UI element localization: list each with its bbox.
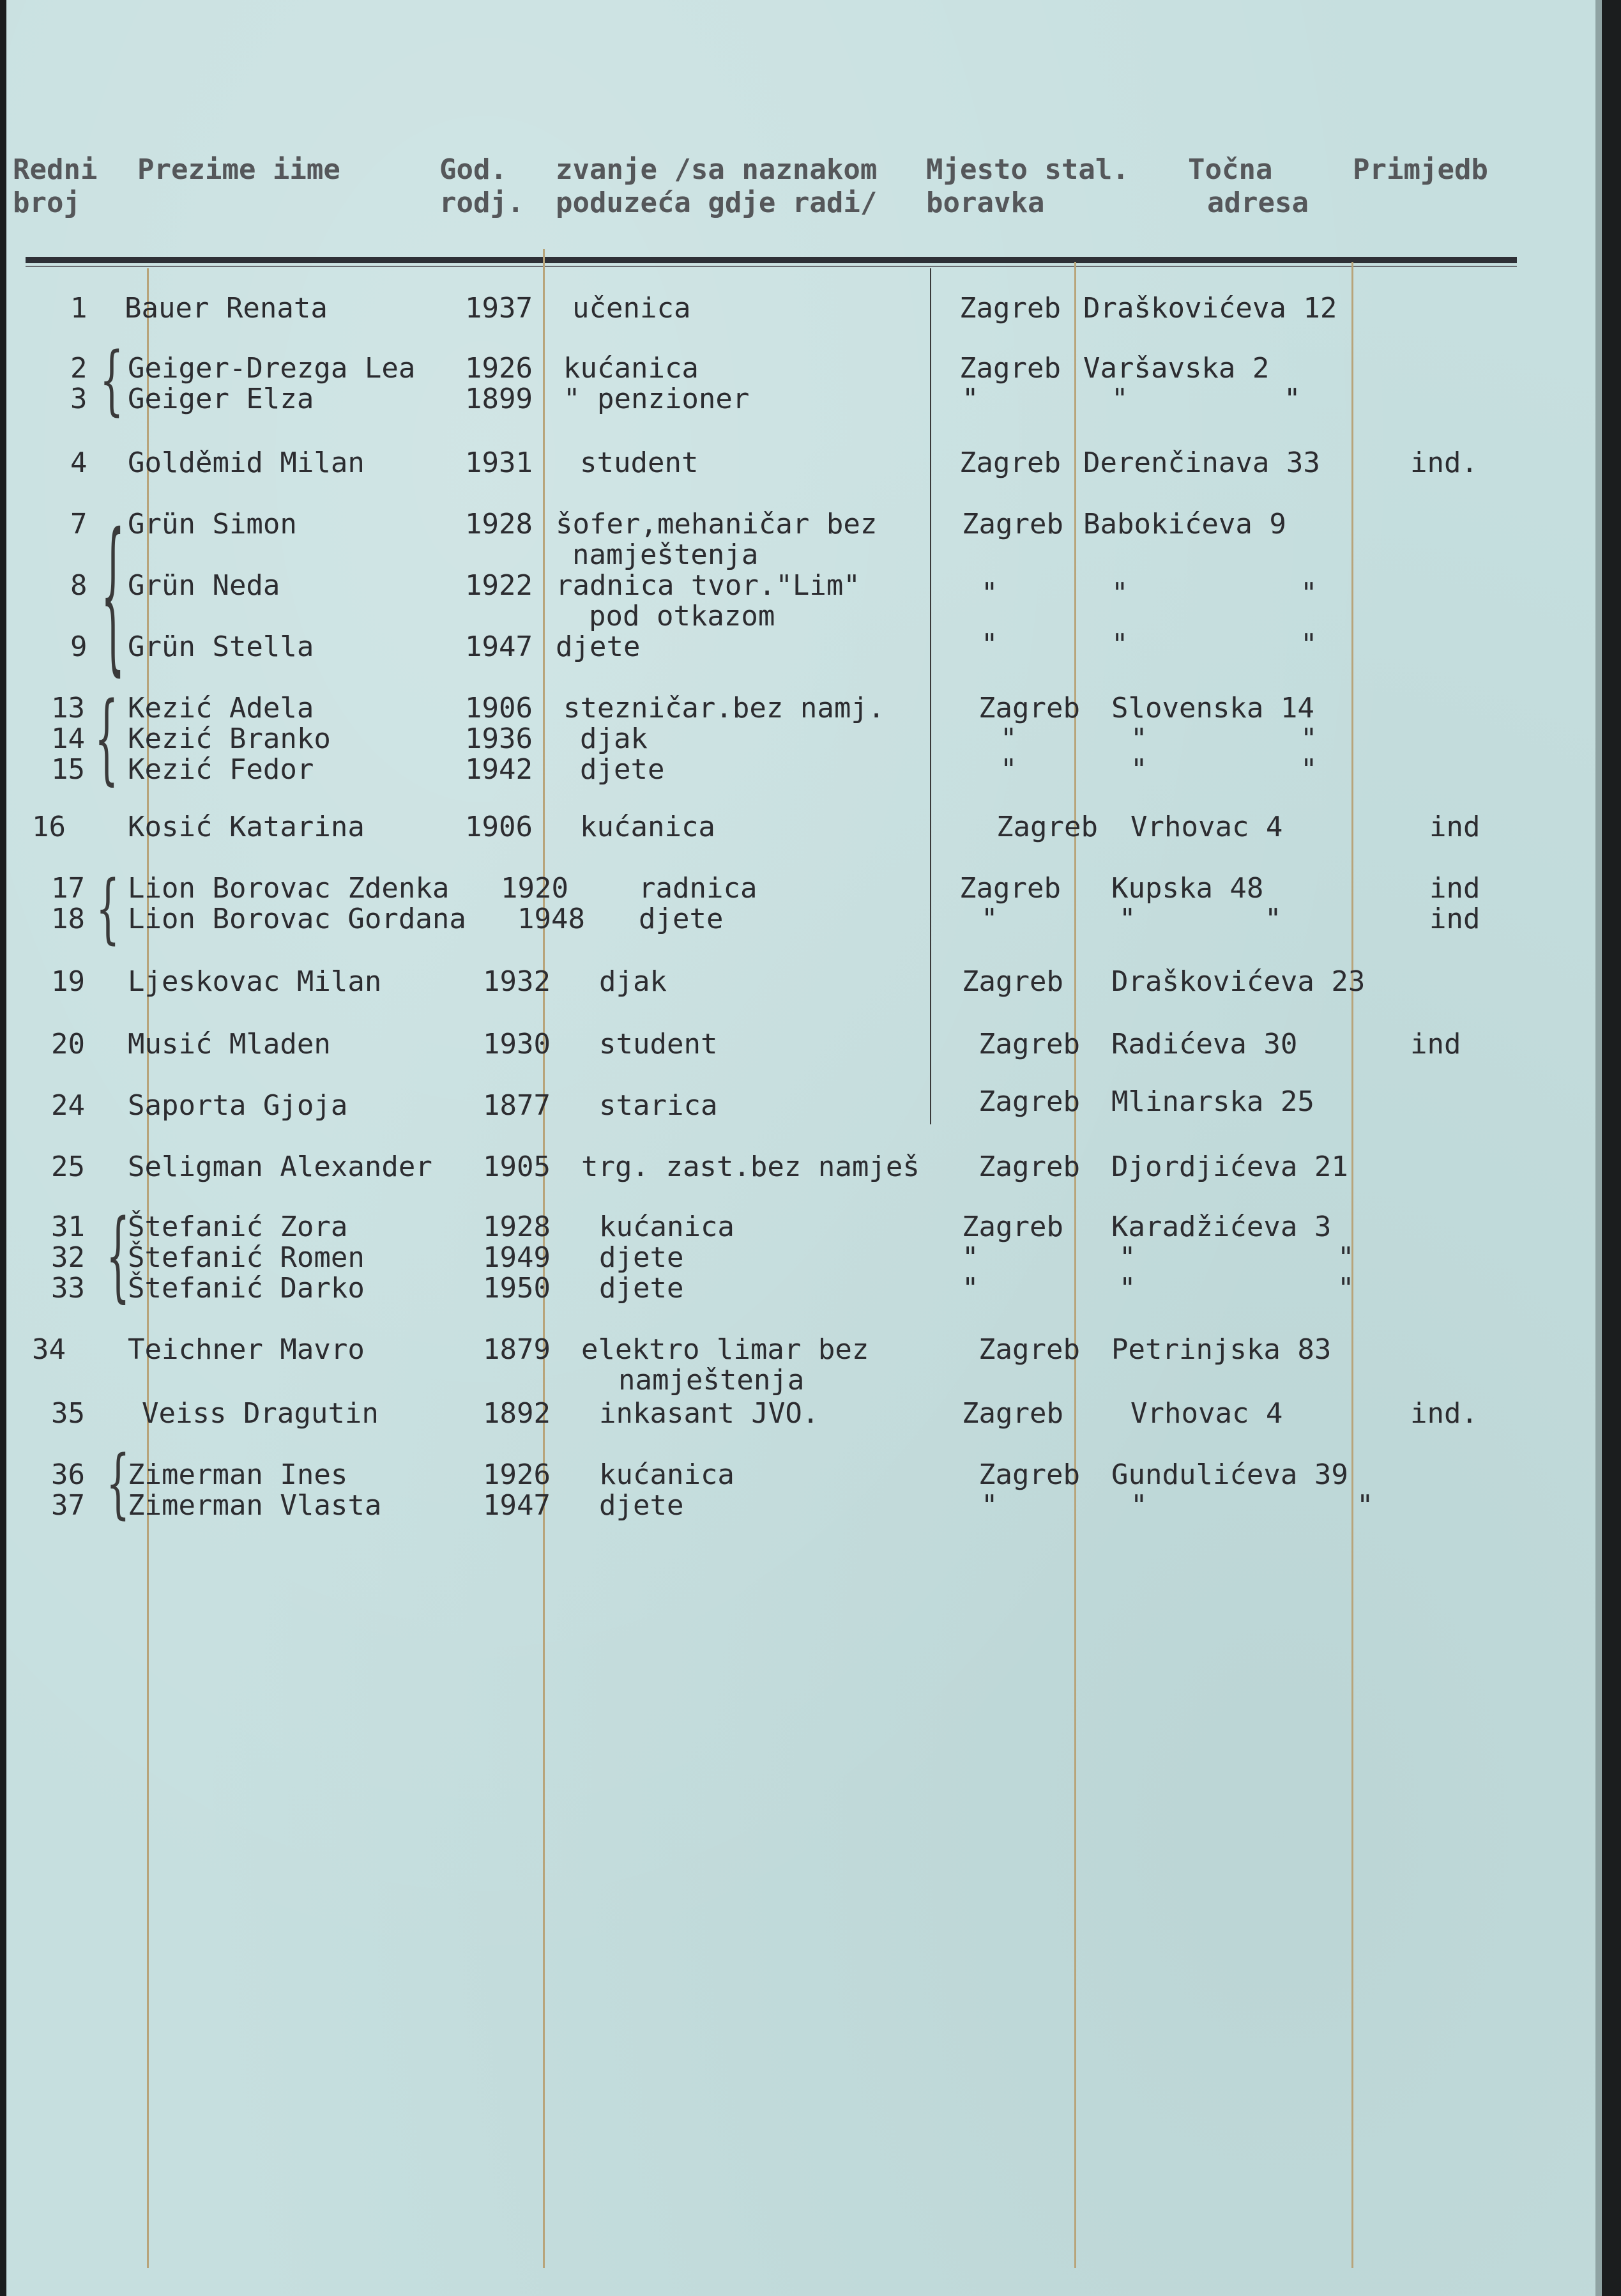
row-name: Musić Mladen [128, 1028, 331, 1060]
row-year: 1936 [465, 723, 533, 755]
row-city: " [962, 383, 979, 415]
row-city: Zagreb [959, 872, 1061, 905]
row-address: Karadžićeva 3 [1111, 1211, 1332, 1243]
header-tocna: Točna [1188, 153, 1273, 186]
row-occupation: kućanica [599, 1458, 734, 1491]
row-city: " [981, 903, 998, 935]
row-number: 13 [51, 692, 85, 724]
column-line-city [1074, 262, 1076, 2268]
row-city: Zagreb [959, 292, 1061, 325]
row-number: 3 [70, 383, 88, 415]
row-address: Draškovićeva 23 [1111, 965, 1366, 998]
row-year: 1931 [465, 447, 533, 479]
row-occupation: djak [580, 723, 648, 755]
row-number: 37 [51, 1489, 85, 1522]
row-year: 1905 [483, 1151, 551, 1183]
row-occupation: djete [599, 1489, 684, 1522]
row-address-ditto: " [1300, 753, 1318, 786]
row-address: Djordjićeva 21 [1111, 1151, 1348, 1183]
row-year: 1950 [483, 1272, 551, 1305]
row-occupation: student [599, 1028, 718, 1060]
row-number: 15 [51, 753, 85, 786]
row-occupation: stezničar.bez namj. [563, 692, 885, 724]
row-year: 1892 [483, 1397, 551, 1430]
document-sheet [6, 0, 1597, 2296]
row-address: " [1130, 723, 1148, 755]
row-occupation: djete [599, 1241, 684, 1274]
row-name: Veiss Dragutin [142, 1397, 379, 1430]
header-rodj: rodj. [439, 187, 524, 219]
row-occupation: student [580, 447, 699, 479]
row-address: " [1119, 1272, 1136, 1305]
row-number: 32 [51, 1241, 85, 1274]
row-year: 1906 [465, 811, 533, 843]
row-address: " [1111, 383, 1129, 415]
row-city: " [981, 577, 998, 609]
row-address: Gundulićeva 39 [1111, 1458, 1348, 1491]
row-occupation: trg. zast.bez namješ [581, 1151, 920, 1183]
header-zvanje: zvanje /sa naznakom [556, 153, 878, 186]
row-city: " [981, 1489, 998, 1522]
row-city: " [962, 1272, 979, 1305]
row-year: 1920 [501, 872, 568, 905]
row-occupation: djete [580, 753, 665, 786]
row-note: ind. [1410, 1397, 1478, 1430]
row-city: Zagreb [978, 1085, 1080, 1118]
row-name: Seligman Alexander [128, 1151, 432, 1183]
row-address: Slovenska 14 [1111, 692, 1314, 724]
row-name: Zimerman Vlasta [128, 1489, 382, 1522]
header-adresa: adresa [1207, 187, 1309, 219]
row-city: " [962, 1241, 979, 1274]
row-address-ditto: " [1300, 628, 1318, 661]
row-city: Zagreb [962, 1397, 1063, 1430]
row-number: 18 [51, 903, 85, 935]
row-occupation: šofer,mehaničar bez [556, 508, 878, 540]
row-year: 1899 [465, 383, 533, 415]
row-occupation: inkasant JVO. [599, 1397, 819, 1430]
row-name: Štefanić Darko [128, 1272, 365, 1305]
row-city: Zagreb [962, 1211, 1063, 1243]
row-note: ind [1429, 903, 1480, 935]
row-occupation: učenica [572, 292, 691, 325]
row-city: Zagreb [996, 811, 1098, 843]
header-rule-thin [26, 266, 1517, 267]
row-year: 1906 [465, 692, 533, 724]
row-name: Geiger-Drezga Lea [128, 352, 416, 385]
row-occupation: starica [599, 1089, 718, 1122]
group-brace: { [101, 497, 125, 691]
row-address: Kupska 48 [1111, 872, 1264, 905]
header-primjedba: Primjedb [1353, 153, 1488, 186]
row-occupation: djak [599, 965, 667, 998]
row-name: Lion Borovac Gordana [128, 903, 466, 935]
row-occupation-cont: namještenja [572, 539, 759, 571]
row-address: " [1130, 1489, 1148, 1522]
row-occupation: kućanica [580, 811, 715, 843]
header-prezime-ime: Prezime iime [137, 153, 340, 186]
row-year: 1947 [483, 1489, 551, 1522]
row-number: 14 [51, 723, 85, 755]
row-occupation: djete [599, 1272, 684, 1305]
row-city: Zagreb [962, 508, 1063, 540]
row-year: 1947 [465, 631, 533, 663]
row-address: " [1119, 1241, 1136, 1274]
header-rule [26, 257, 1517, 263]
row-name: Grün Neda [128, 569, 280, 602]
row-number: 31 [51, 1211, 85, 1243]
row-number: 8 [70, 569, 88, 602]
row-address-ditto: " [1300, 577, 1318, 609]
row-name: Teichner Mavro [128, 1333, 365, 1366]
row-year: 1879 [483, 1333, 551, 1366]
row-city: Zagreb [978, 1458, 1080, 1491]
header-boravka: boravka [926, 187, 1045, 219]
row-number: 33 [51, 1272, 85, 1305]
row-year: 1937 [465, 292, 533, 325]
row-occupation: djete [556, 631, 641, 663]
row-number: 20 [51, 1028, 85, 1060]
row-address: Petrinjska 83 [1111, 1333, 1332, 1366]
row-city: Zagreb [962, 965, 1063, 998]
row-address: Varšavska 2 [1083, 352, 1270, 385]
header-broj: broj [13, 187, 80, 219]
row-note: ind [1429, 811, 1480, 843]
row-note: ind [1429, 872, 1480, 905]
header-redni: Redni [13, 153, 98, 186]
row-year: 1926 [465, 352, 533, 385]
row-year: 1930 [483, 1028, 551, 1060]
row-address-ditto: " [1265, 903, 1282, 935]
row-city: Zagreb [978, 1151, 1080, 1183]
row-year: 1928 [465, 508, 533, 540]
row-number: 2 [70, 352, 88, 385]
group-brace: { [100, 335, 124, 424]
row-name: Kosić Katarina [128, 811, 365, 843]
row-city: Zagreb [959, 447, 1061, 479]
row-name: Kezić Adela [128, 692, 314, 724]
row-number: 36 [51, 1458, 85, 1491]
row-address: Babokićeva 9 [1083, 508, 1286, 540]
row-year: 1942 [465, 753, 533, 786]
sheet-edge [1595, 0, 1602, 2296]
row-name: Ljeskovac Milan [128, 965, 382, 998]
row-city: " [1000, 753, 1017, 786]
header-mjesto: Mjesto stal. [926, 153, 1129, 186]
row-year: 1932 [483, 965, 551, 998]
row-year: 1926 [483, 1458, 551, 1491]
row-city: Zagreb [978, 692, 1080, 724]
row-address: " [1111, 577, 1129, 609]
row-number: 9 [70, 631, 88, 663]
row-city: Zagreb [978, 1333, 1080, 1366]
row-number: 35 [51, 1397, 85, 1430]
row-name: Kezić Fedor [128, 753, 314, 786]
row-year: 1877 [483, 1089, 551, 1122]
row-occupation: " penzioner [563, 383, 750, 415]
row-address-ditto: " [1337, 1272, 1355, 1305]
row-address: Radićeva 30 [1111, 1028, 1298, 1060]
row-name: Saporta Gjoja [128, 1089, 348, 1122]
row-address: " [1111, 628, 1129, 661]
row-number: 16 [32, 811, 66, 843]
row-year: 1949 [483, 1241, 551, 1274]
row-number: 1 [70, 292, 88, 325]
row-name: Grün Simon [128, 508, 297, 540]
row-address: Mlinarska 25 [1111, 1085, 1314, 1118]
row-name: Kezić Branko [128, 723, 331, 755]
row-address-ditto: " [1300, 723, 1318, 755]
row-number: 24 [51, 1089, 85, 1122]
row-occupation-cont: namještenja [618, 1364, 805, 1397]
row-year: 1922 [465, 569, 533, 602]
row-address: Derenčinava 33 [1083, 447, 1320, 479]
row-number: 19 [51, 965, 85, 998]
group-brace: { [96, 864, 120, 952]
group-brace: { [95, 680, 119, 795]
row-number: 25 [51, 1151, 85, 1183]
row-address: Draškovićeva 12 [1083, 292, 1337, 325]
row-occupation: kućanica [563, 352, 699, 385]
row-city: Zagreb [959, 352, 1061, 385]
row-number: 7 [70, 508, 88, 540]
row-number: 4 [70, 447, 88, 479]
row-occupation-cont: pod otkazom [589, 600, 775, 632]
column-line-occupation [930, 268, 931, 1124]
group-brace: { [106, 1198, 130, 1313]
row-number: 17 [51, 872, 85, 905]
row-occupation: kućanica [599, 1211, 734, 1243]
row-occupation: djete [639, 903, 724, 935]
header-poduzeca: poduzeća gdje radi/ [556, 187, 878, 219]
row-occupation: radnica [639, 872, 757, 905]
row-occupation: radnica tvor."Lim" [556, 569, 860, 602]
row-note: ind. [1410, 447, 1478, 479]
row-address: Vrhovac 4 [1130, 1397, 1283, 1430]
row-city: " [1000, 723, 1017, 755]
row-name: Grün Stella [128, 631, 314, 663]
header-god: God. [439, 153, 507, 186]
row-address: Vrhovac 4 [1130, 811, 1283, 843]
row-name: Lion Borovac Zdenka [128, 872, 450, 905]
row-occupation: elektro limar bez [581, 1333, 869, 1366]
row-name: Štefanić Romen [128, 1241, 365, 1274]
row-number: 34 [32, 1333, 66, 1366]
row-year: 1928 [483, 1211, 551, 1243]
row-year: 1948 [517, 903, 585, 935]
row-city: Zagreb [978, 1028, 1080, 1060]
row-address: " [1130, 753, 1148, 786]
row-name: Geiger Elza [128, 383, 314, 415]
row-city: " [981, 628, 998, 661]
row-name: Golděmid Milan [128, 447, 365, 479]
row-name: Bauer Renata [125, 292, 328, 325]
row-note: ind [1410, 1028, 1461, 1060]
row-address-ditto: " [1284, 383, 1301, 415]
row-address-ditto: " [1357, 1489, 1374, 1522]
row-name: Zimerman Ines [128, 1458, 348, 1491]
row-address-ditto: " [1337, 1241, 1355, 1274]
group-brace: { [106, 1439, 130, 1527]
row-name: Štefanić Zora [128, 1211, 348, 1243]
row-address: " [1119, 903, 1136, 935]
